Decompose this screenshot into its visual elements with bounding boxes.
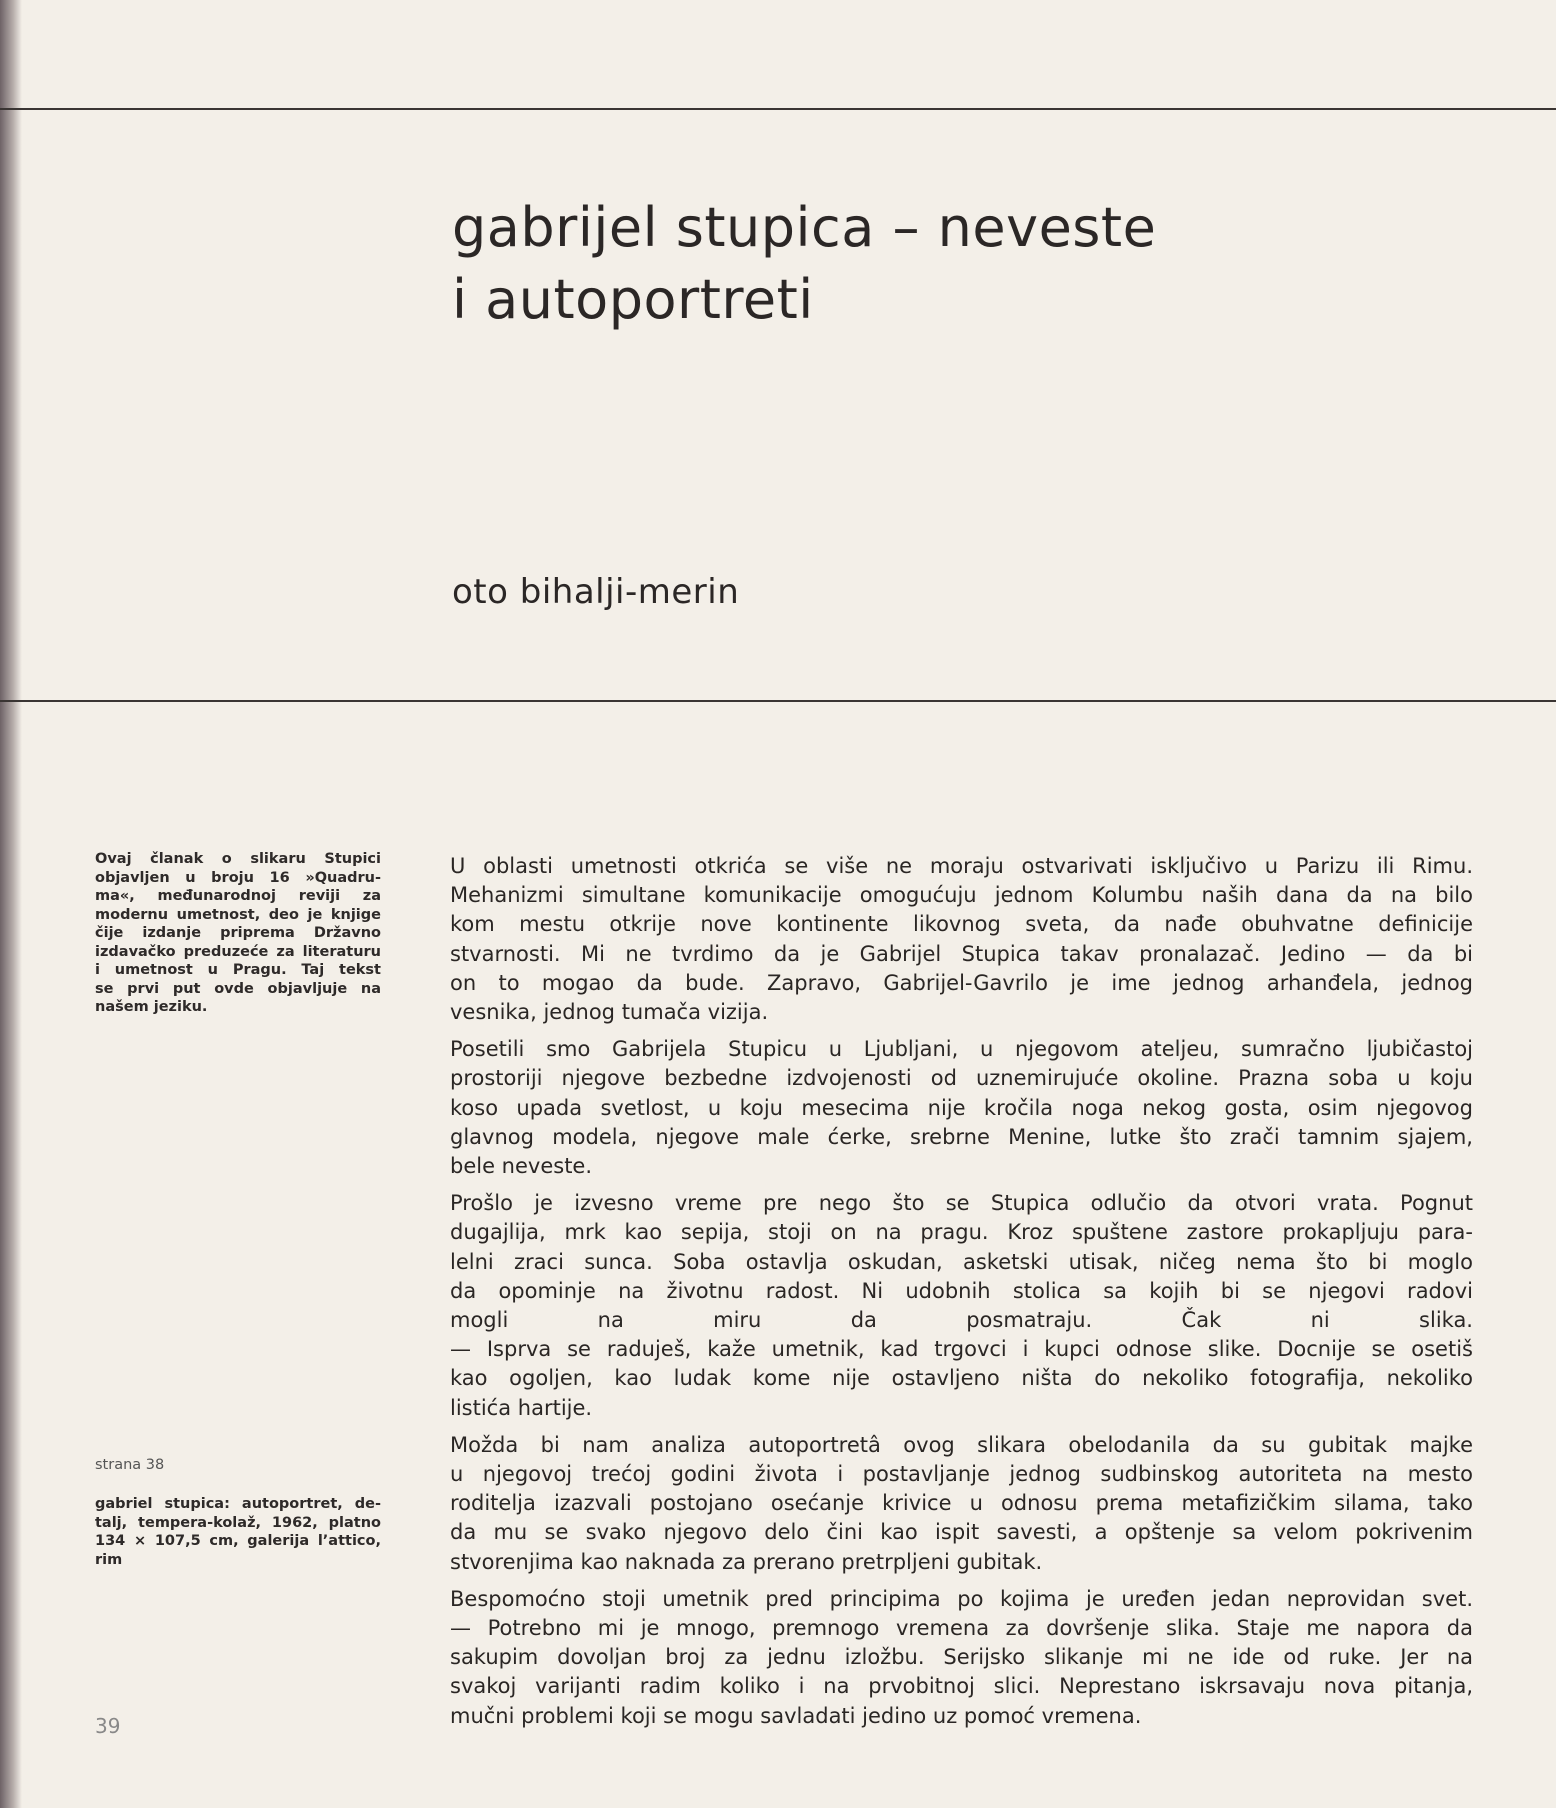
text-line: Posetili smo Gabrijela Stupicu u Ljubljani, u njegovom ateljeu, sumračno ljubičastoj: [450, 1037, 1473, 1062]
text-line: gabriel stupica: autoportret, de-: [95, 1496, 381, 1512]
text-line: prostoriji njegove bezbedne izdvojenosti od uznemirujuće okoline. Prazna soba u koju: [450, 1066, 1473, 1091]
article-body: [450, 852, 1473, 1739]
text-line: Možda bi nam analiza autoportretâ ovog slikara obelodanila da su gubitak majke: [450, 1432, 1473, 1457]
text-line: U oblasti umetnosti otkrića se više ne moraju ostvarivati isključivo u Parizu ili Rimu.: [450, 854, 1473, 878]
text-line: Bespomoćno stoji umetnik pred principima po kojima je uređen jedan neprovidan svet.: [450, 1586, 1473, 1611]
text-line: Ovaj članak o slikaru Stupici: [95, 851, 381, 867]
title-line: gabrijel stupica – neveste: [452, 196, 1157, 259]
text-line: rim: [95, 1551, 123, 1568]
paragraph: [450, 1585, 1473, 1731]
text-line: da mu se svako njegovo delo čini kao ispit savesti, a opštenje sa velom pokrivenim: [450, 1520, 1473, 1545]
text-line: mučni problemi koji se mogu savladati jedino uz pomoć vremena.: [450, 1703, 1142, 1728]
text-line: talj, tempera-kolaž, 1962, platno: [95, 1514, 381, 1531]
article-title: [452, 192, 1156, 336]
article-author: oto bihalji-merin: [452, 572, 740, 612]
side-note: [95, 850, 381, 1017]
page-binding-edge: [0, 0, 22, 1808]
paragraph: [450, 1431, 1473, 1577]
text-line: stvorenjima kao naknada za prerano pretrpljeni gubitak.: [450, 1549, 1043, 1574]
text-line: da opominje na životnu radost. Ni udobnih stolica sa kojih bi se njegovi radovi: [450, 1278, 1473, 1303]
text-line: kao ogoljen, kao ludak kome nije ostavljeno ništa do nekoliko fotografija, nekoliko: [450, 1366, 1473, 1391]
text-line: vesnika, jednog tumača vizija.: [450, 1000, 769, 1025]
text-line: svakoj varijanti radim koliko i na prvobitnoj slici. Neprestano iskrsavaju nova pitanja,: [450, 1674, 1473, 1699]
text-line: dugajlija, mrk kao sepija, stoji on na pragu. Kroz spuštene zastore prokapljuju para-: [450, 1220, 1473, 1245]
text-line: modernu umetnost, deo je knjige: [95, 906, 381, 923]
text-line: stvarnosti. Mi ne tvrdimo da je Gabrijel Stupica takav pronalazač. Jedino — da bi: [450, 941, 1473, 966]
text-line: koso upada svetlost, u koju mesecima nije kročila noga nekog gosta, osim njegovog: [450, 1095, 1473, 1120]
text-line: — Potrebno mi je mnogo, premnogo vremena za dovršenje slika. Staje me napora da: [450, 1616, 1473, 1641]
text-line: se prvi put ovde objavljuje na: [95, 980, 381, 997]
text-line: roditelja izazvali postojano osećanje krivice u odnosu prema metafizičkim silama, tako: [450, 1491, 1473, 1516]
text-line: listića hartije.: [450, 1395, 593, 1420]
text-line: glavnog modela, njegove male ćerke, srebrne Menine, lutke što zrači tamnim sjajem,: [450, 1124, 1473, 1149]
text-line: objavljen u broju 16 »Quadru-: [95, 869, 381, 886]
text-line: izdavačko preduzeće za literaturu: [95, 943, 381, 960]
text-line: lelni zraci sunca. Soba ostavlja oskudan, asketski utisak, ničeg nema što bi moglo: [450, 1249, 1473, 1274]
text-line: bele neveste.: [450, 1154, 593, 1179]
page-reference: strana 38: [95, 1457, 165, 1473]
paragraph: [450, 852, 1473, 1027]
title-line: i autoportreti: [452, 268, 814, 331]
text-line: čije izdanje priprema Državno: [95, 925, 381, 941]
paragraph: [450, 1189, 1473, 1423]
text-line: ma«, međunarodnoj reviji za: [95, 888, 381, 904]
text-line: — Isprva se raduješ, kaže umetnik, kad trgovci i kupci odnose slike. Docnije se osetiš: [450, 1337, 1473, 1362]
text-line: mogli na miru da posmatraju. Čak ni slika.: [450, 1308, 1473, 1333]
text-line: on to mogao da bude. Zapravo, Gabrijel-Gavrilo je ime jednog arhanđela, jednog: [450, 970, 1473, 995]
page-number: 39: [95, 1714, 121, 1738]
text-line: u njegovoj trećoj godini života i postavljanje jednog sudbinskog autoriteta na mesto: [450, 1462, 1473, 1487]
image-caption: [95, 1495, 381, 1569]
middle-rule: [0, 700, 1556, 702]
text-line: našem jeziku.: [95, 999, 208, 1015]
text-line: i umetnost u Pragu. Taj tekst: [95, 962, 381, 978]
text-line: Mehanizmi simultane komunikacije omogućuju jednom Kolumbu naših dana da na bilo: [450, 883, 1473, 908]
top-rule: [0, 108, 1556, 110]
paragraph: [450, 1035, 1473, 1181]
text-line: Prošlo je izvesno vreme pre nego što se Stupica odlučio da otvori vrata. Pognut: [450, 1191, 1473, 1216]
text-line: kom mestu otkrije nove kontinente likovnog sveta, da nađe obuhvatne definicije: [450, 912, 1473, 937]
text-line: sakupim dovoljan broj za jednu izložbu. Serijsko slikanje mi ne ide od ruke. Jer na: [450, 1645, 1473, 1670]
text-line: 134 × 107,5 cm, galerija l’attico,: [95, 1533, 381, 1549]
